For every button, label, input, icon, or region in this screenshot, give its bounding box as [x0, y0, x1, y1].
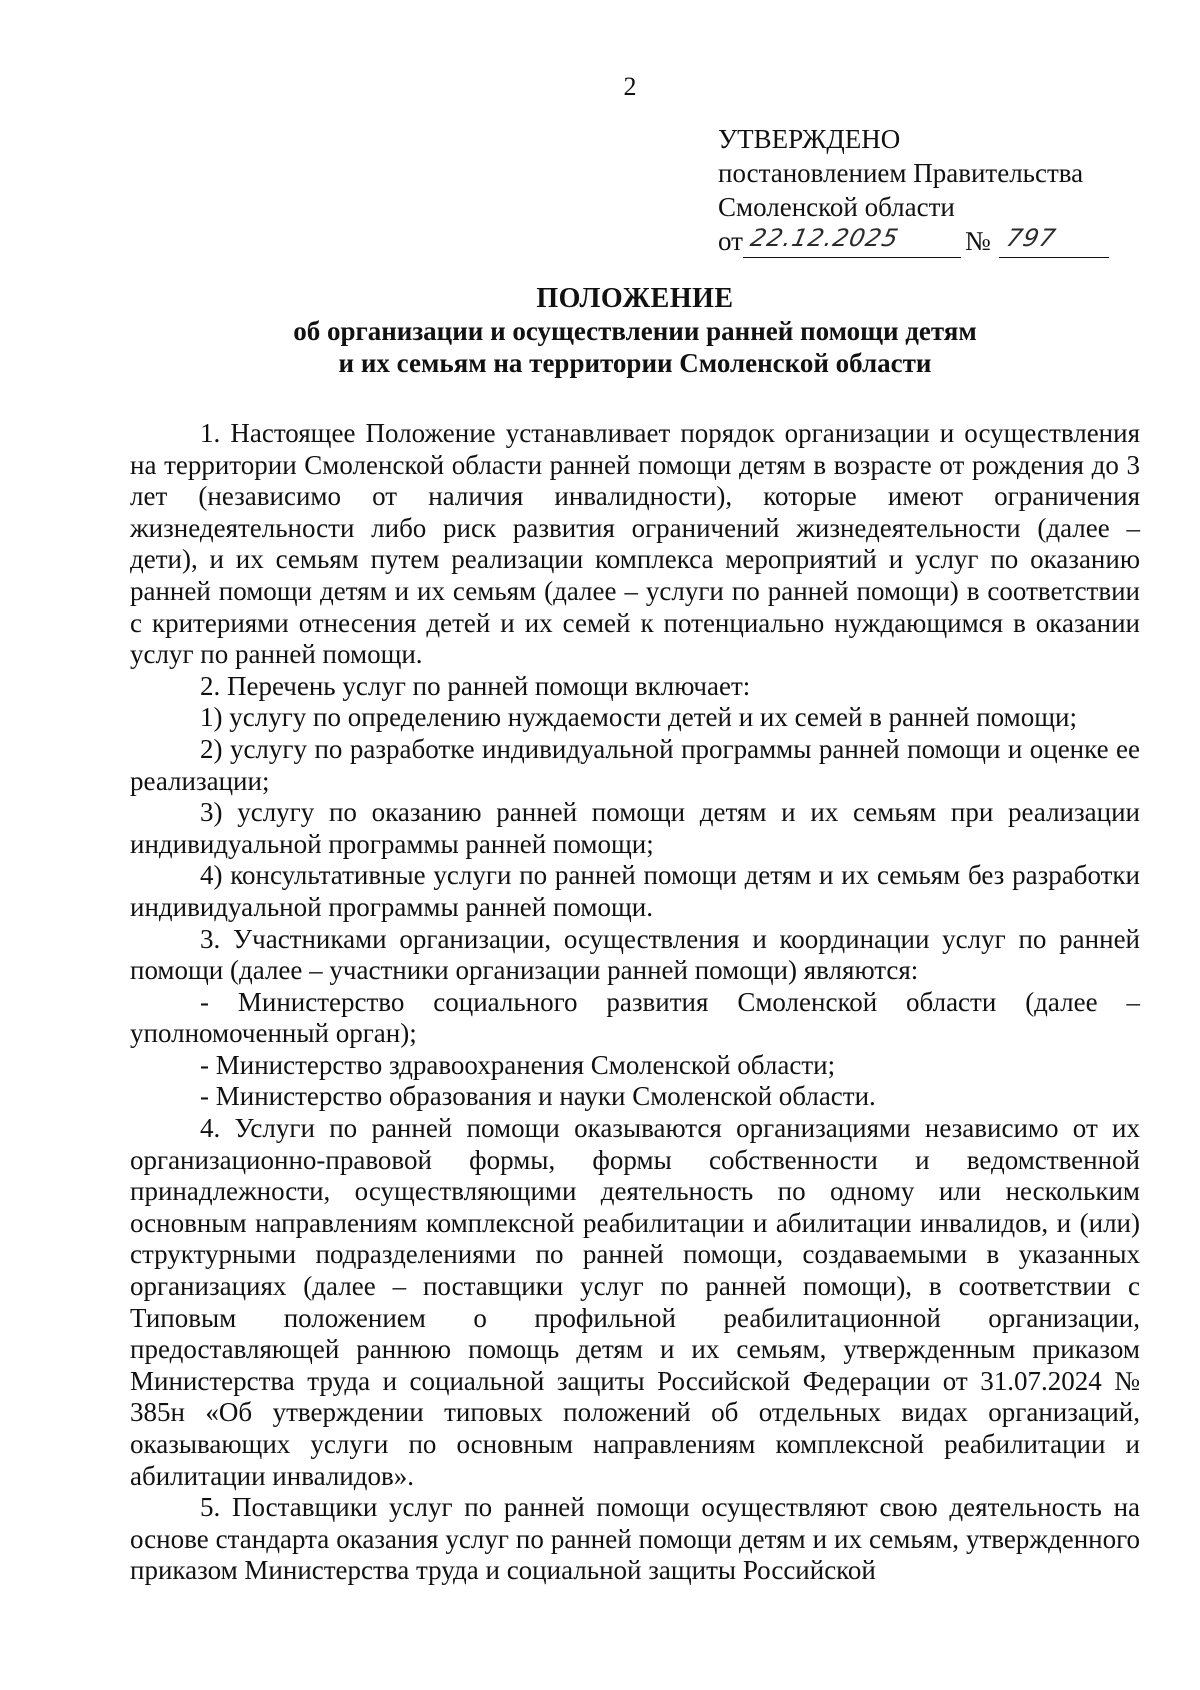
page-number: 2	[623, 72, 637, 101]
list-item-2-3: 3) услугу по оказанию ранней помощи детям и их семьям при реализации индивидуальной программы ранней помощи;	[130, 797, 1140, 859]
approval-line-resolution: постановлением Правительства	[718, 158, 1084, 188]
list-item-2-2: 2) услугу по разработке индивидуальной программы ранней помощи и оценке ее реализации;	[130, 733, 1140, 796]
approval-date-number-row	[718, 224, 1148, 258]
handwritten-date: 22.12.2025	[747, 224, 902, 252]
paragraph-4: 4. Услуги по ранней помощи оказываются организациями независимо от их организационно-правовой формы, формы собственности и ведомственной принадлежности, осуществляющими деятельность по одному или нескольким основным направлениям комплексной реабилитации и абилитации инвалидов, и (или) структурными подразделениями по ранней помощи, создаваемыми в указанных организациях (далее – поставщики услуг по ранней помощи), в соответствии с Типовым положением о профильной реабилитационной организации, предоставляющей раннюю помощь детям и их семьям, утвержденным приказом Министерства труда и социальной защиты Российской Федерации от 31.07.2024 № 385н «Об утверждении типовых положений об отдельных видах организаций, оказывающих услуги по основным направлениям комплексной реабилитации и абилитации инвалидов».	[130, 1113, 1140, 1491]
paragraph-2: 2. Перечень услуг по ранней помощи включает:	[200, 670, 751, 701]
participant-3: - Министерство образования и науки Смоленской области.	[200, 1081, 876, 1112]
from-label: от	[718, 226, 743, 256]
approval-block	[718, 122, 1148, 258]
paragraph-1: 1. Настоящее Положение устанавливает порядок организации и осуществления на территории Смоленской области ранней помощи детям в возрасте от рождения до 3 лет (независимо от наличия инвалидности), которые имеют ограничения жизнедеятельности либо риск развития ограничений жизнедеятельности (далее – дети), и их семьям путем реализации комплекса мероприятий и услуг по оказанию ранней помощи детям и их семьям (далее – услуги по ранней помощи) в соответствии с критериями отнесения детей и их семей к потенциально нуждающимся в оказании услуг по ранней помощи.	[130, 418, 1140, 670]
participant-1: - Министерство социального развития Смоленской области (далее – уполномоченный орган);	[130, 986, 1140, 1049]
paragraph-3: 3. Участниками организации, осуществления и координации услуг по ранней помощи (далее – участники организации ранней помощи) являются:	[130, 923, 1140, 986]
document-subtitle-line2: и их семьям на территории Смоленской области	[338, 348, 932, 378]
date-field	[743, 224, 961, 258]
approval-title: УТВЕРЖДЕНО	[718, 124, 901, 154]
list-item-2-4: 4) консультативные услуги по ранней помощи детям и их семьям без разработки индивидуальной программы ранней помощи.	[130, 860, 1140, 922]
number-label: №	[964, 226, 991, 256]
document-title: ПОЛОЖЕНИЕ	[536, 283, 734, 314]
document-heading	[130, 283, 1140, 379]
participant-2: - Министерство здравоохранения Смоленской области;	[200, 1049, 836, 1080]
handwritten-number: 797	[1003, 224, 1059, 252]
paragraph-5: 5. Поставщики услуг по ранней помощи осуществляют свою деятельность на основе стандарта оказания услуг по ранней помощи детям и их семьям, утвержденного приказом Министерства труда и социальной защиты Российской	[130, 1492, 1140, 1586]
document-subtitle-line1: об организации и осуществлении ранней помощи детям	[293, 316, 977, 346]
approval-line-region: Смоленской области	[718, 192, 955, 222]
document-body	[130, 418, 1140, 1587]
list-item-2-1: 1) услугу по определению нуждаемости детей и их семей в ранней помощи;	[200, 702, 1077, 733]
number-field	[999, 224, 1109, 258]
